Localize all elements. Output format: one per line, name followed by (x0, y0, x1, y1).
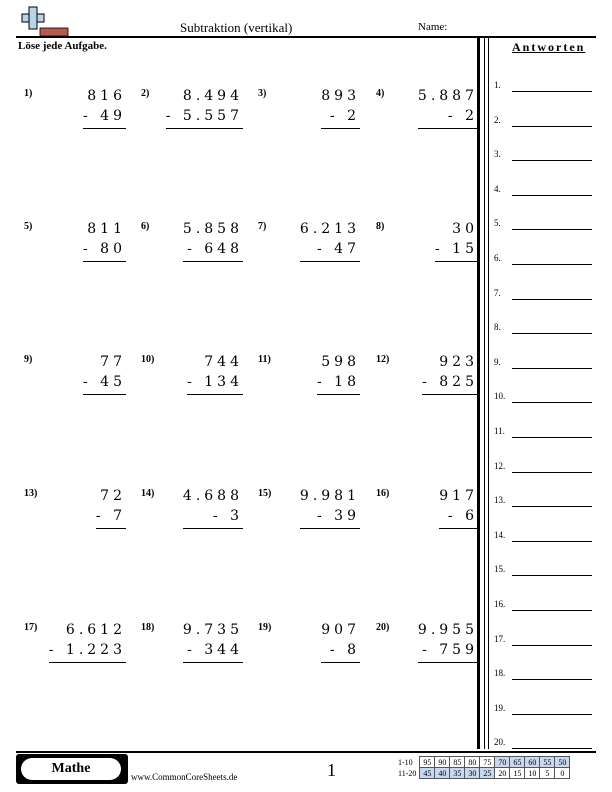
answer-blank[interactable] (512, 229, 592, 230)
problem-10 (141, 354, 251, 424)
answer-row (494, 391, 594, 405)
answer-blank[interactable] (512, 714, 592, 715)
subtrahend: - 15 (435, 241, 478, 257)
minuend: 6.213 (299, 221, 360, 237)
answer-rule (183, 528, 243, 529)
answer-blank[interactable] (512, 472, 592, 473)
answer-blank[interactable] (512, 368, 592, 369)
score-cell: 85 (450, 757, 465, 768)
minuend: 744 (204, 354, 243, 370)
answer-row (494, 322, 594, 336)
answer-row (494, 564, 594, 578)
name-label: Name: (418, 21, 448, 33)
minuend: 917 (439, 488, 478, 504)
answer-blank[interactable] (512, 126, 592, 127)
problem-number: 7) (258, 221, 267, 232)
answer-row (494, 737, 594, 751)
answer-row (494, 634, 594, 648)
score-row (396, 768, 570, 779)
answer-row (494, 115, 594, 129)
answer-rule (96, 528, 126, 529)
answer-blank[interactable] (512, 333, 592, 334)
answer-blank[interactable] (512, 91, 592, 92)
problem-number: 4) (376, 88, 385, 99)
subtrahend: - 3 (212, 508, 243, 524)
problem-17 (24, 622, 134, 692)
subtrahend: - 80 (83, 241, 126, 257)
answer-row (494, 530, 594, 544)
score-cell: 15 (510, 768, 525, 779)
minuend: 816 (87, 88, 126, 104)
minuend: 5.887 (417, 88, 478, 104)
answer-row (494, 288, 594, 302)
minuend: 30 (452, 221, 478, 237)
answer-rule (83, 128, 126, 129)
score-cell: 65 (510, 757, 525, 768)
footer-divider (16, 751, 596, 753)
problem-number: 11) (258, 354, 271, 365)
subject-badge: Mathe (21, 758, 121, 780)
problem-number: 8) (376, 221, 385, 232)
score-cell: 70 (495, 757, 510, 768)
answer-row (494, 495, 594, 509)
minuend: 9.955 (417, 622, 478, 638)
worksheet-title: Subtraktion (vertikal) (180, 20, 293, 35)
score-cell: 95 (420, 757, 435, 768)
answer-number: 17. (494, 633, 506, 644)
answer-number: 12. (494, 460, 506, 471)
subtrahend: - 1.223 (48, 642, 126, 658)
problem-number: 6) (141, 221, 150, 232)
answer-number: 7. (494, 287, 501, 298)
answer-row (494, 253, 594, 267)
problem-number: 5) (24, 221, 33, 232)
answer-rule (418, 128, 478, 129)
answer-number: 3. (494, 149, 501, 160)
problem-number: 17) (24, 622, 38, 633)
page-number: 1 (327, 760, 336, 780)
minuend: 5.858 (182, 221, 243, 237)
minuend: 811 (87, 221, 126, 237)
subtrahend: - 47 (317, 241, 360, 257)
score-cell: 10 (525, 768, 540, 779)
subtrahend: - 759 (422, 642, 478, 658)
minuend: 9.735 (182, 622, 243, 638)
score-cell: 75 (480, 757, 495, 768)
answer-row (494, 426, 594, 440)
problem-3 (258, 88, 368, 158)
answer-blank[interactable] (512, 541, 592, 542)
score-row (396, 757, 570, 768)
subtrahend: - 39 (317, 508, 360, 524)
problem-number: 19) (258, 622, 272, 633)
minuend: 9.981 (299, 488, 360, 504)
header-divider (16, 36, 596, 38)
answer-rule (183, 261, 243, 262)
subtrahend: - 5.557 (165, 108, 243, 124)
answer-row (494, 80, 594, 94)
score-cell: 80 (465, 757, 480, 768)
minuend: 923 (439, 354, 478, 370)
problem-number: 9) (24, 354, 33, 365)
answer-row (494, 149, 594, 163)
problem-number: 14) (141, 488, 155, 499)
problem-number: 3) (258, 88, 267, 99)
problem-2 (141, 88, 251, 158)
website-label: www.CommonCoreSheets.de (131, 772, 238, 782)
answer-rule (166, 128, 243, 129)
answer-row (494, 218, 594, 232)
problem-11 (258, 354, 368, 424)
math-logo-icon (18, 4, 72, 38)
minuend: 598 (321, 354, 360, 370)
answer-blank[interactable] (512, 679, 592, 680)
score-table (396, 756, 570, 779)
answer-row (494, 668, 594, 682)
problem-number: 16) (376, 488, 390, 499)
answer-row (494, 703, 594, 717)
score-row-label: 11-20 (398, 768, 417, 778)
answer-rule (435, 261, 478, 262)
answer-number: 6. (494, 253, 501, 263)
problem-20 (376, 622, 486, 692)
problem-6 (141, 221, 251, 291)
answer-rule (321, 128, 360, 129)
problem-15 (258, 488, 368, 558)
answer-rule (83, 261, 126, 262)
score-cell: 30 (465, 768, 480, 779)
score-cell: 45 (420, 768, 435, 779)
subtrahend: - 45 (83, 374, 126, 390)
problem-14 (141, 488, 251, 558)
answer-rule (83, 394, 126, 395)
answer-row (494, 184, 594, 198)
problem-7 (258, 221, 368, 291)
answer-rule (321, 662, 360, 663)
answer-blank[interactable] (512, 575, 592, 576)
problem-number: 15) (258, 488, 272, 499)
score-cell: 90 (435, 757, 450, 768)
answer-number: 5. (494, 218, 501, 229)
answer-number: 8. (494, 322, 501, 333)
answer-rule (183, 662, 243, 663)
answer-number: 11. (494, 426, 505, 436)
answer-blank[interactable] (512, 195, 592, 196)
answer-blank[interactable] (512, 645, 592, 646)
answer-blank[interactable] (512, 264, 592, 265)
score-cell: 50 (555, 757, 570, 768)
answer-blank[interactable] (512, 160, 592, 161)
problem-5 (24, 221, 134, 291)
answer-rule (187, 394, 243, 395)
instructions: Löse jede Aufgabe. (18, 40, 107, 52)
problem-18 (141, 622, 251, 692)
score-cell: 60 (525, 757, 540, 768)
answer-number: 9. (494, 356, 501, 367)
minuend: 8.494 (182, 88, 243, 104)
answer-number: 2. (494, 114, 501, 125)
minuend: 72 (100, 488, 126, 504)
answer-number: 19. (494, 702, 506, 713)
subtrahend: - 2 (329, 108, 360, 124)
minuend: 4.688 (182, 488, 243, 504)
minuend: 77 (100, 354, 126, 370)
score-cell: 20 (495, 768, 510, 779)
problem-19 (258, 622, 368, 692)
problem-12 (376, 354, 486, 424)
answer-rule (422, 394, 478, 395)
answer-rule (439, 528, 478, 529)
answer-blank[interactable] (512, 610, 592, 611)
problem-number: 20) (376, 622, 390, 633)
column-divider-thin (488, 36, 489, 749)
problem-number: 1) (24, 88, 33, 99)
answer-row (494, 357, 594, 371)
subtrahend: - 18 (317, 374, 360, 390)
answer-blank[interactable] (512, 506, 592, 507)
problem-4 (376, 88, 486, 158)
minuend: 893 (321, 88, 360, 104)
answer-rule (300, 261, 360, 262)
answer-rule (317, 394, 360, 395)
answer-number: 1. (494, 80, 501, 90)
answer-blank[interactable] (512, 299, 592, 300)
score-cell: 25 (480, 768, 495, 779)
problem-number: 12) (376, 354, 390, 365)
answer-row (494, 461, 594, 475)
score-cell: 5 (540, 768, 555, 779)
problem-1 (24, 88, 134, 158)
answer-blank[interactable] (512, 748, 592, 749)
problem-number: 13) (24, 488, 38, 499)
score-cell: 40 (435, 768, 450, 779)
problem-number: 2) (141, 88, 150, 99)
subtrahend: - 8 (329, 642, 360, 658)
problem-9 (24, 354, 134, 424)
answer-number: 16. (494, 599, 506, 609)
score-cell: 55 (540, 757, 555, 768)
subtrahend: - 6 (447, 508, 478, 524)
subtrahend: - 2 (447, 108, 478, 124)
problem-13 (24, 488, 134, 558)
answer-rule (300, 528, 360, 529)
minuend: 6.612 (65, 622, 126, 638)
answer-rule (418, 662, 478, 663)
subtrahend: - 825 (422, 374, 478, 390)
problem-number: 18) (141, 622, 155, 633)
answer-rule (49, 662, 126, 663)
answer-blank[interactable] (512, 437, 592, 438)
problem-number: 10) (141, 354, 155, 365)
minuend: 907 (321, 622, 360, 638)
subtrahend: - 134 (187, 374, 243, 390)
answer-number: 18. (494, 668, 506, 679)
answer-row (494, 599, 594, 613)
score-cell: 35 (450, 768, 465, 779)
subtrahend: - 648 (187, 241, 243, 257)
score-cell: 0 (555, 768, 570, 779)
answer-blank[interactable] (512, 402, 592, 403)
answer-number: 13. (494, 495, 506, 506)
subtrahend: - 344 (187, 642, 243, 658)
subtrahend: - 49 (83, 108, 126, 124)
answers-title: Antworten (512, 40, 586, 54)
answer-number: 20. (494, 737, 506, 748)
answer-number: 15. (494, 564, 506, 575)
answer-number: 14. (494, 529, 506, 540)
score-row-label: 1-10 (398, 757, 413, 767)
problem-16 (376, 488, 486, 558)
subtrahend: - 7 (95, 508, 126, 524)
answer-number: 10. (494, 391, 506, 402)
problem-8 (376, 221, 486, 291)
answer-number: 4. (494, 183, 501, 194)
